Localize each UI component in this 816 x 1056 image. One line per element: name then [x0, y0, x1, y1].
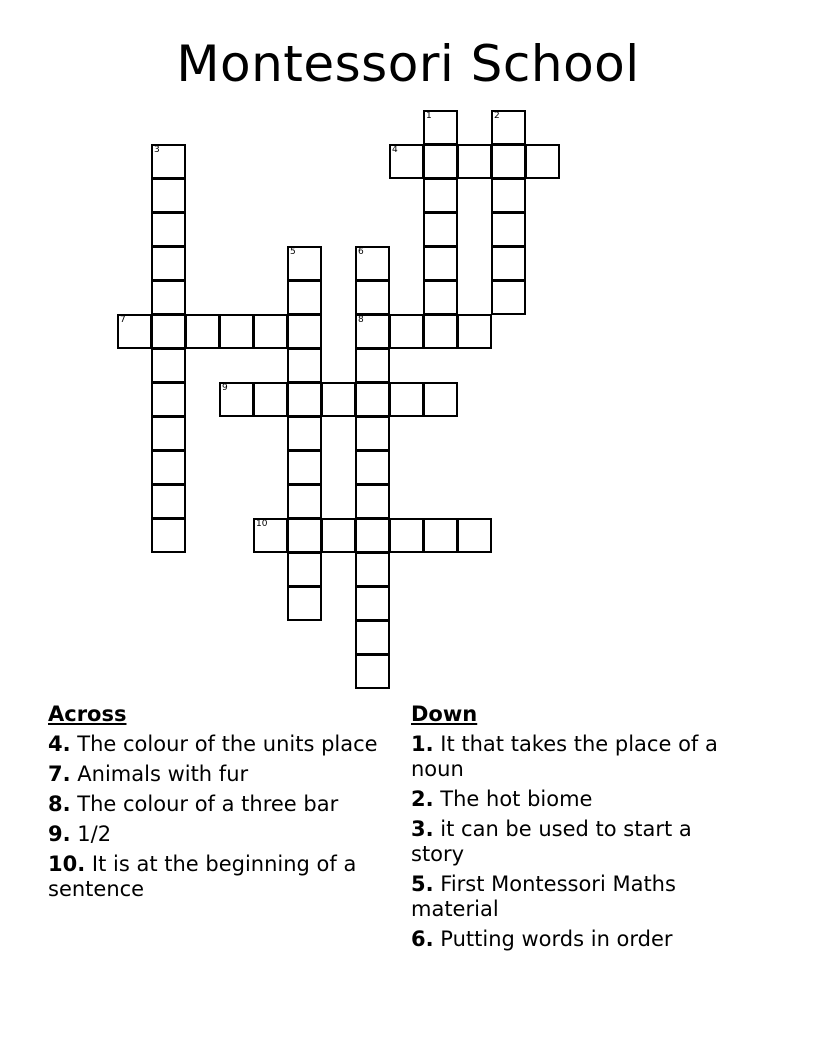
clue-text: The colour of a three bar	[77, 792, 339, 816]
crossword-cell[interactable]	[151, 382, 186, 417]
crossword-cell[interactable]	[423, 110, 458, 145]
crossword-cell[interactable]	[491, 178, 526, 213]
crossword-cell[interactable]	[151, 178, 186, 213]
clue-start-number: 2	[494, 111, 500, 121]
crossword-cell[interactable]	[151, 348, 186, 383]
clue-text: The colour of the units place	[77, 732, 378, 756]
down-clue-3	[411, 817, 741, 867]
crossword-cell[interactable]	[253, 314, 288, 349]
crossword-cell[interactable]	[491, 144, 526, 179]
crossword-cell[interactable]	[151, 314, 186, 349]
clue-start-number: 10	[256, 519, 268, 529]
crossword-cell[interactable]	[355, 586, 390, 621]
crossword-cell[interactable]	[287, 382, 322, 417]
crossword-cell[interactable]	[457, 314, 492, 349]
crossword-cell[interactable]	[423, 314, 458, 349]
crossword-cell[interactable]	[151, 144, 186, 179]
clue-number: 9.	[48, 822, 71, 846]
crossword-cell[interactable]	[151, 416, 186, 451]
crossword-cell[interactable]	[151, 484, 186, 519]
crossword-cell[interactable]	[219, 314, 254, 349]
crossword-cell[interactable]	[457, 144, 492, 179]
clue-number: 10.	[48, 852, 86, 876]
crossword-cell[interactable]	[355, 382, 390, 417]
crossword-cell[interactable]	[355, 450, 390, 485]
crossword-cell[interactable]	[389, 518, 424, 553]
crossword-cell[interactable]	[491, 110, 526, 145]
puzzle-title: Montessori School	[176, 35, 640, 93]
crossword-cell[interactable]	[491, 246, 526, 281]
crossword-cell[interactable]	[117, 314, 152, 349]
crossword-cell[interactable]	[185, 314, 220, 349]
across-clues	[48, 702, 393, 907]
clue-text: it can be used to start a story	[411, 817, 692, 866]
crossword-cell[interactable]	[423, 212, 458, 247]
crossword-cell[interactable]	[287, 348, 322, 383]
crossword-cell[interactable]	[287, 484, 322, 519]
clue-number: 5.	[411, 872, 434, 896]
crossword-cell[interactable]	[287, 518, 322, 553]
clue-number: 4.	[48, 732, 71, 756]
across-heading: Across	[48, 702, 127, 726]
crossword-cell[interactable]	[423, 280, 458, 315]
clue-text: First Montessori Maths material	[411, 872, 676, 921]
clue-start-number: 4	[392, 145, 398, 155]
crossword-cell[interactable]	[457, 518, 492, 553]
clue-number: 3.	[411, 817, 434, 841]
clue-start-number: 7	[120, 315, 126, 325]
clue-start-number: 8	[358, 315, 364, 325]
crossword-cell[interactable]	[389, 144, 424, 179]
crossword-cell[interactable]	[151, 212, 186, 247]
clue-text: 1/2	[77, 822, 112, 846]
crossword-cell[interactable]	[321, 518, 356, 553]
crossword-cell[interactable]	[287, 416, 322, 451]
crossword-cell[interactable]	[355, 348, 390, 383]
clue-text: Putting words in order	[440, 927, 673, 951]
clue-number: 8.	[48, 792, 71, 816]
crossword-cell[interactable]	[151, 280, 186, 315]
crossword-cell[interactable]	[389, 382, 424, 417]
crossword-cell[interactable]	[355, 552, 390, 587]
clue-number: 1.	[411, 732, 434, 756]
across-clue-8	[48, 792, 393, 817]
across-clue-4	[48, 732, 393, 757]
crossword-cell[interactable]	[355, 314, 390, 349]
clue-start-number: 3	[154, 145, 160, 155]
crossword-cell[interactable]	[423, 246, 458, 281]
clue-start-number: 9	[222, 383, 228, 393]
crossword-cell[interactable]	[491, 212, 526, 247]
clue-start-number: 6	[358, 247, 364, 257]
crossword-cell[interactable]	[525, 144, 560, 179]
across-clue-10	[48, 852, 393, 902]
crossword-cell[interactable]	[287, 552, 322, 587]
clue-start-number: 1	[426, 111, 432, 121]
crossword-cell[interactable]	[151, 450, 186, 485]
down-clue-6	[411, 927, 741, 952]
crossword-cell[interactable]	[423, 144, 458, 179]
crossword-cell[interactable]	[287, 450, 322, 485]
down-clues	[411, 702, 741, 957]
crossword-cell[interactable]	[287, 586, 322, 621]
down-clue-5	[411, 872, 741, 922]
clue-text: It is at the beginning of a sentence	[48, 852, 357, 901]
crossword-cell[interactable]	[355, 280, 390, 315]
crossword-cell[interactable]	[287, 246, 322, 281]
crossword-cell[interactable]	[253, 518, 288, 553]
crossword-cell[interactable]	[355, 416, 390, 451]
across-clue-7	[48, 762, 393, 787]
crossword-cell[interactable]	[355, 518, 390, 553]
crossword-cell[interactable]	[423, 178, 458, 213]
clue-text: It that takes the place of a noun	[411, 732, 718, 781]
crossword-cell[interactable]	[423, 518, 458, 553]
crossword-cell[interactable]	[355, 654, 390, 689]
across-clue-9	[48, 822, 393, 847]
crossword-cell[interactable]	[389, 314, 424, 349]
clue-number: 6.	[411, 927, 434, 951]
crossword-cell[interactable]	[219, 382, 254, 417]
crossword-cell[interactable]	[253, 382, 288, 417]
clue-text: The hot biome	[440, 787, 593, 811]
clue-number: 2.	[411, 787, 434, 811]
crossword-cell[interactable]	[355, 484, 390, 519]
crossword-cell[interactable]	[287, 314, 322, 349]
down-heading: Down	[411, 702, 478, 726]
down-clue-2	[411, 787, 741, 812]
crossword-cell[interactable]	[491, 280, 526, 315]
crossword-cell[interactable]	[321, 382, 356, 417]
crossword-cell[interactable]	[423, 382, 458, 417]
crossword-cell[interactable]	[355, 246, 390, 281]
crossword-cell[interactable]	[287, 280, 322, 315]
crossword-cell[interactable]	[151, 246, 186, 281]
clue-text: Animals with fur	[77, 762, 249, 786]
clue-start-number: 5	[290, 247, 296, 257]
crossword-cell[interactable]	[151, 518, 186, 553]
crossword-cell[interactable]	[355, 620, 390, 655]
clue-number: 7.	[48, 762, 71, 786]
down-clue-1	[411, 732, 741, 782]
